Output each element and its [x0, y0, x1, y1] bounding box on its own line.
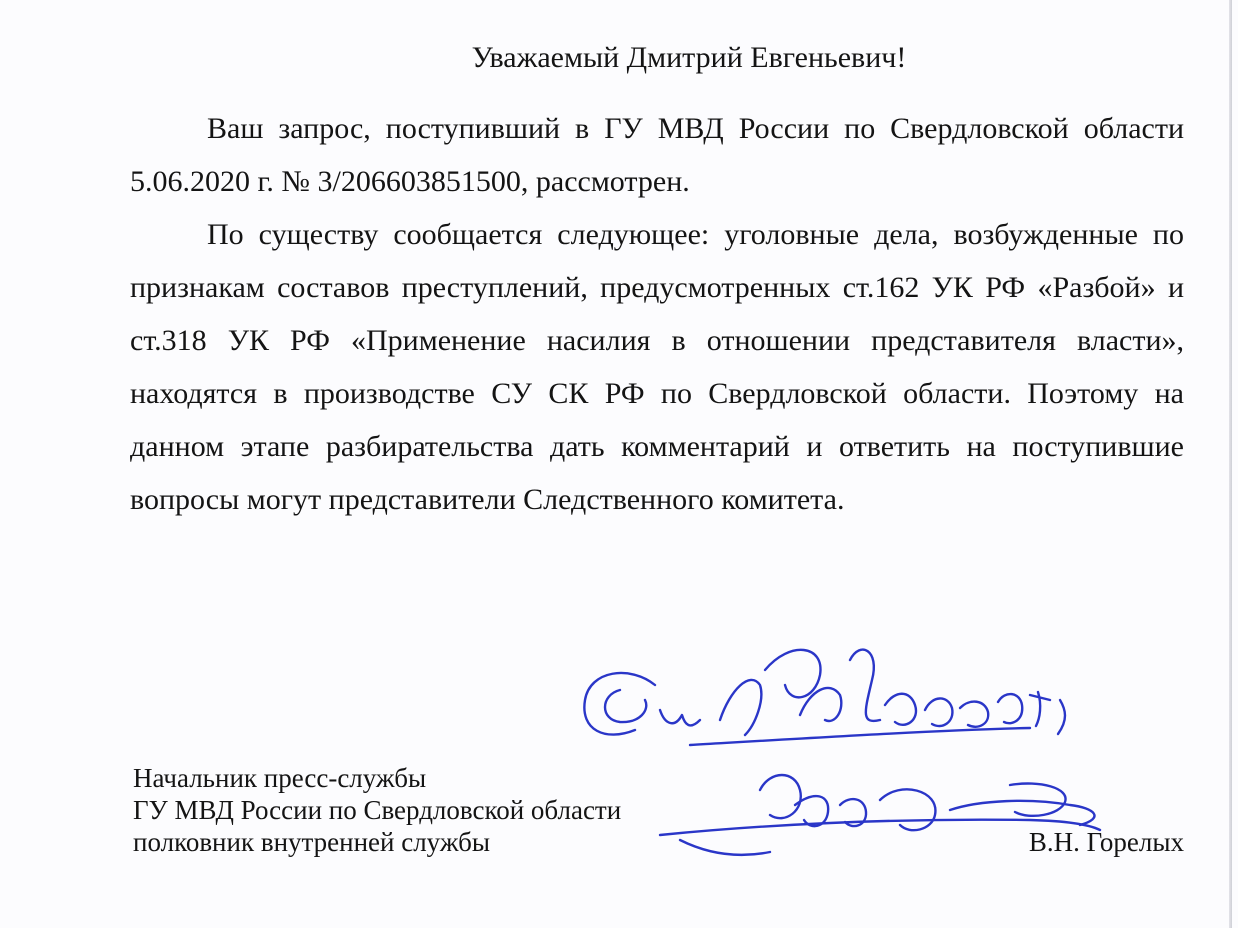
salutation: Уважаемый Дмитрий Евгеньевич! [471, 41, 907, 74]
signature-stroke [885, 694, 916, 725]
position-line: ГУ МВД России по Свердловской области [133, 795, 622, 825]
signature-stroke [605, 690, 646, 722]
signature-stroke [880, 789, 935, 830]
signature-stroke [765, 650, 820, 697]
signature-stroke [998, 694, 1022, 723]
signature-stroke [680, 840, 770, 855]
signature-stroke [720, 680, 761, 735]
signature-stroke [925, 698, 952, 726]
page-edge [1229, 0, 1232, 928]
signature-stroke [850, 650, 880, 721]
signature-stroke [840, 799, 866, 826]
paragraph-response-text: По существу сообщается следующее: уголовные дела, возбужденные по признакам составов преступлений, предусмотренных ст.162 УК РФ «Разбой» и ст.318 УК РФ «Применение насилия в отношении представителя власти», находятся в производстве СУ СК РФ по Свердловской области. Поэтому на данном этапе разбирательства дать комментарий и ответить на поступившие вопросы могут представители Следственного комитета. [130, 218, 1184, 516]
signature-stroke [1010, 784, 1066, 816]
signature-stroke [1030, 692, 1050, 726]
paragraph-request-text: Ваш запрос, поступивший в ГУ МВД России по Свердловской области 5.06.2020 г. № 3/206603851500, рассмотрен. [130, 112, 1184, 198]
signature-stroke [584, 673, 655, 735]
signature-stroke [760, 775, 801, 818]
signature-stroke [795, 796, 828, 826]
signature-stroke [660, 710, 700, 725]
signature-stroke [950, 801, 1094, 825]
position-line: полковник внутренней службы [133, 827, 490, 857]
signature-stroke [690, 728, 1030, 745]
paragraph-request [130, 102, 1184, 208]
signature-stroke [800, 688, 841, 721]
paragraph-response [130, 208, 1184, 526]
signature-stroke [1058, 700, 1065, 734]
signature-stroke [960, 702, 988, 727]
signatory-name: В.Н. Горелых [1028, 827, 1184, 857]
position-line: Начальник пресс-службы [133, 763, 427, 793]
signatory-position [133, 762, 621, 858]
